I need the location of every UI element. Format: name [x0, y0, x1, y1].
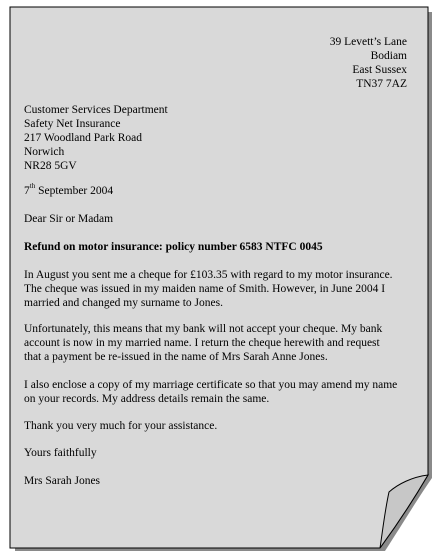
sender-line-3: East Sussex — [352, 64, 407, 76]
paragraph-2-line-1: Unfortunately, this means that my bank will not accept your cheque. My bank — [24, 323, 383, 335]
recipient-line-2: Safety Net Insurance — [24, 118, 121, 130]
paragraph-4 — [24, 419, 416, 433]
paragraph-1-line-2: The cheque was issued in my maiden name of Smith. However, in June 2004 I — [24, 283, 386, 295]
paragraph-2-line-2: account is now in my married name. I return the cheque herewith and request — [24, 337, 380, 349]
paragraph-3-line-1: I also enclose a copy of my marriage certificate so that you may amend my name — [24, 379, 398, 391]
date-suffix: th — [29, 182, 36, 191]
recipient-line-1: Customer Services Department — [24, 104, 168, 116]
paragraph-2-line-3: that a payment be re-issued in the name of Mrs Sarah Anne Jones. — [24, 351, 328, 363]
sender-line-1: 39 Levett’s Lane — [329, 36, 407, 48]
sender-line-4: TN37 7AZ — [356, 78, 407, 90]
recipient-line-3: 217 Woodland Park Road — [24, 132, 143, 144]
date-rest: September 2004 — [35, 185, 114, 197]
paragraph-1-line-3: married and changed my surname to Jones. — [24, 297, 223, 309]
paragraph-2 — [24, 322, 416, 364]
sender-line-2: Bodiam — [370, 50, 407, 62]
subject-line: Refund on motor insurance: policy number 6583 NTFC 0045 — [24, 241, 323, 253]
sender-address — [330, 35, 407, 91]
paragraph-3 — [24, 378, 416, 406]
paragraph-4-line-1: Thank you very much for your assistance. — [24, 420, 218, 432]
signature: Mrs Sarah Jones — [24, 475, 101, 487]
paragraph-3-line-2: on your records. My address details remain the same. — [24, 393, 270, 405]
date-day: 7 — [24, 185, 30, 197]
salutation: Dear Sir or Madam — [24, 213, 114, 225]
recipient-line-5: NR28 5GV — [24, 160, 77, 172]
closing: Yours faithfully — [24, 447, 97, 459]
recipient-address — [24, 103, 168, 173]
recipient-line-4: Norwich — [24, 146, 65, 158]
paragraph-1-line-1: In August you sent me a cheque for £103.35 with regard to my motor insurance. — [24, 269, 393, 281]
letter-date — [24, 184, 113, 198]
paragraph-1 — [24, 268, 416, 310]
